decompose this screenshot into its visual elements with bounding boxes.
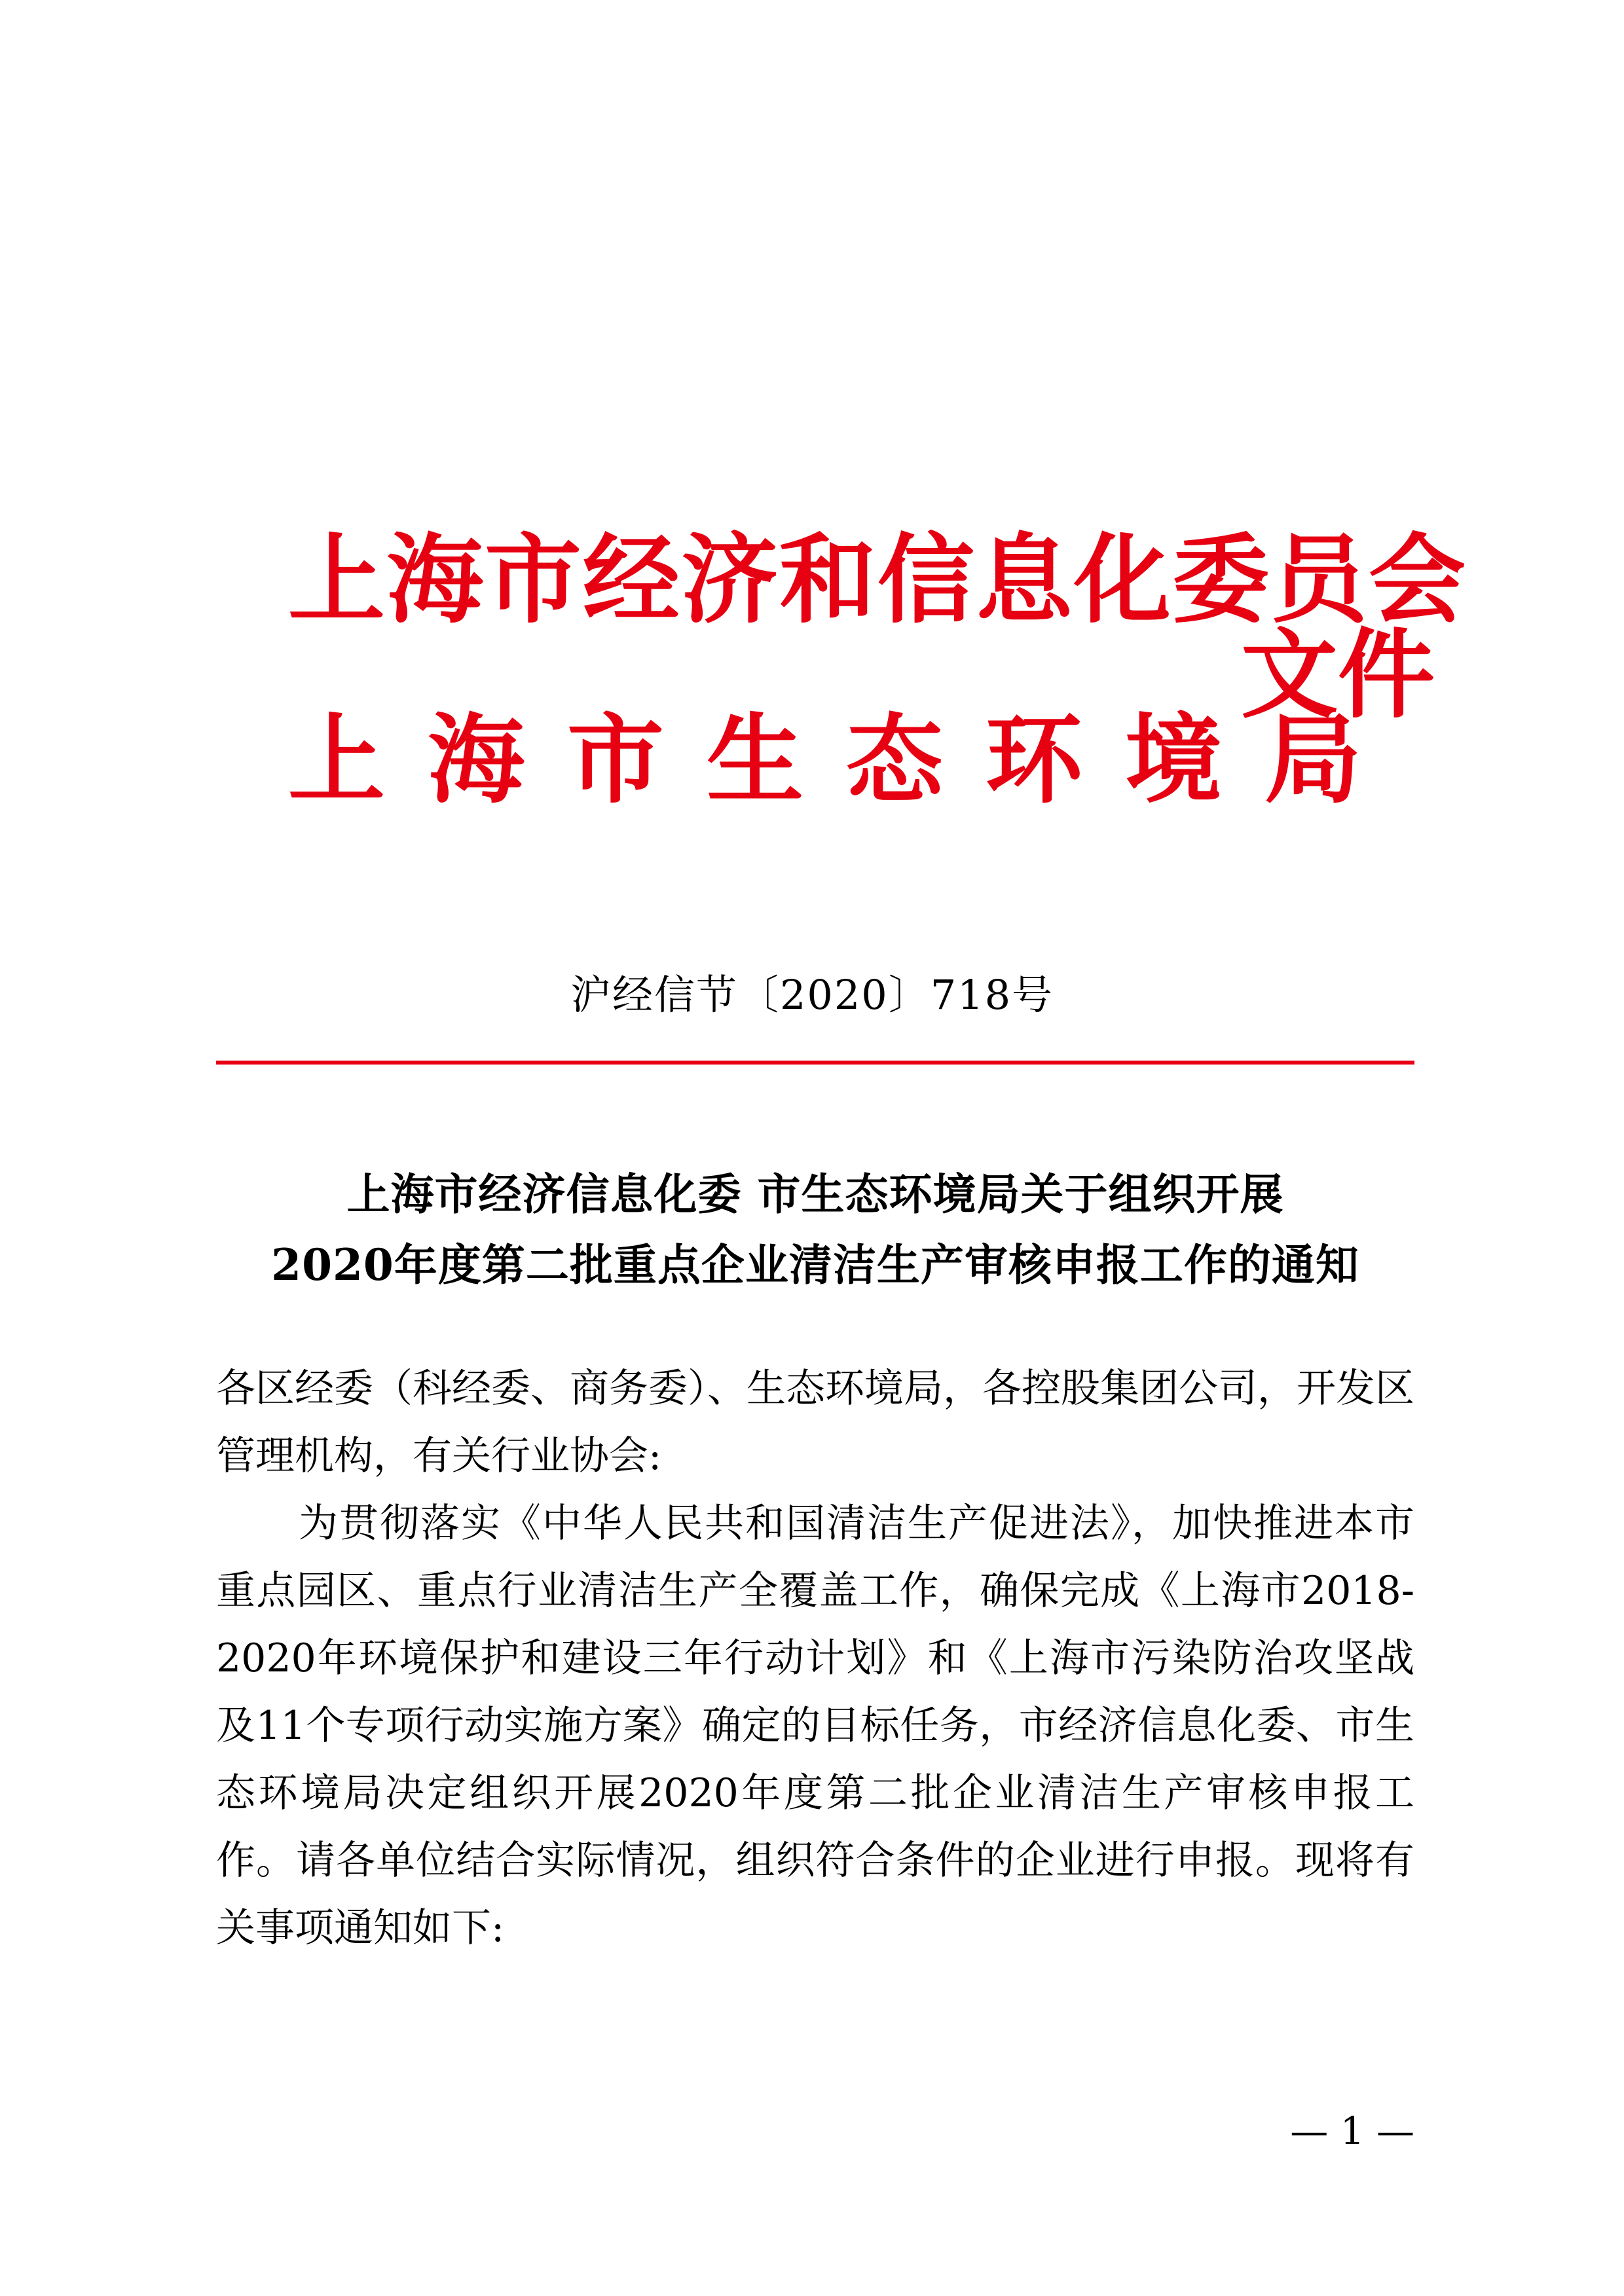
document-title xyxy=(216,1159,1414,1300)
document-title-line-2: 2020年度第二批重点企业清洁生产审核申报工作的通知 xyxy=(271,1239,1359,1290)
document-title-line-1: 上海市经济信息化委 市生态环境局关于组织开展 xyxy=(346,1169,1284,1220)
document-body xyxy=(216,1355,1414,1962)
issuer-name-ecology-bureau: 上海市生态环境局 xyxy=(288,702,1404,816)
issuer-name-economy-commission: 上海市经济和信息化委员会 xyxy=(288,522,1467,636)
body-paragraph-1: 为贯彻落实《中华人民共和国清洁生产促进法》，加快推进本市重点园区、重点行业清洁生产全覆盖工作，确保完成《上海市2018-2020年环境保护和建设三年行动计划》和《上海市污染防治攻坚战及11个专项行动实施方案》确定的目标任务，市经济信息化委、市生态环境局决定组织开展2020年度第二批企业清洁生产审核申报工作。请各单位结合实际情况，组织符合条件的企业进行申报。现将有关事项通知如下: xyxy=(216,1501,1414,1951)
document-number: 沪经信节〔2020〕718号 xyxy=(570,971,1054,1019)
document-type-label: 文件 xyxy=(1241,617,1435,731)
red-divider-line xyxy=(216,1061,1414,1065)
page-number: — 1 — xyxy=(1290,2109,1414,2153)
addressee-paragraph: 各区经委（科经委、商务委）、生态环境局，各控股集团公司，开发区管理机构，有关行业协会: xyxy=(216,1366,1414,1479)
